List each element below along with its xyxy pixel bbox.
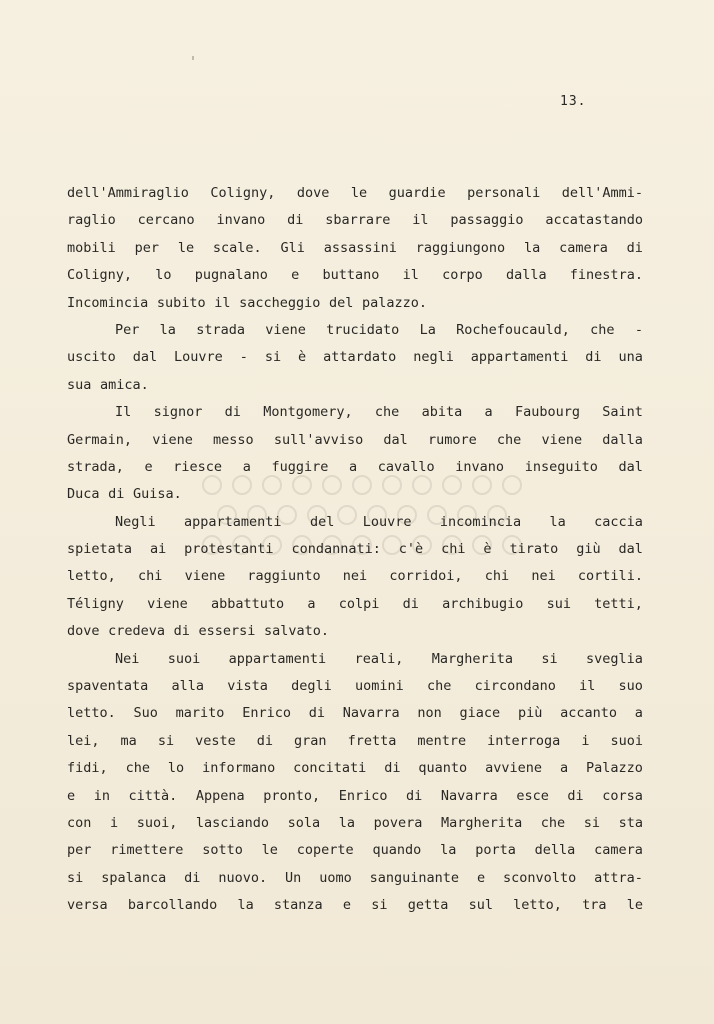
text-line: con i suoi, lasciando sola la povera Margherita che si sta (67, 814, 643, 831)
text-line: si spalanca di nuovo. Un uomo sanguinante e sconvolto attra- (67, 869, 643, 886)
text-line: Téligny viene abbattuto a colpi di archibugio sui tetti, (67, 595, 643, 612)
text-line: Coligny, lo pugnalano e buttano il corpo dalla finestra. (67, 267, 643, 284)
text-line: lei, ma si veste di gran fretta mentre interroga i suoi (67, 732, 643, 749)
text-line: e in città. Appena pronto, Enrico di Navarra esce di corsa (67, 787, 643, 804)
text-line: dove credeva di essersi salvato. (67, 623, 329, 640)
text-line: raglio cercano invano di sbarrare il passaggio accatastando (67, 212, 643, 229)
text-line: per rimettere sotto le coperte quando la porta della camera (67, 842, 643, 859)
text-line: Negli appartamenti del Louvre incomincia la caccia (115, 513, 643, 530)
text-line: sua amica. (67, 376, 149, 393)
text-line: letto, chi viene raggiunto nei corridoi, chi nei cortili. (67, 568, 643, 585)
text-line: letto. Suo marito Enrico di Navarra non giace più accanto a (67, 705, 643, 722)
text-line: versa barcollando la stanza e si getta sul letto, tra le (67, 897, 643, 914)
text-line: spaventata alla vista degli uomini che circondano il suo (67, 678, 643, 695)
text-line: strada, e riesce a fuggire a cavallo invano inseguito dal (67, 458, 643, 475)
page-number: 13. (560, 94, 587, 109)
text-line: Il signor di Montgomery, che abita a Faubourg Saint (115, 404, 643, 421)
text-line: Per la strada viene trucidato La Rochefoucauld, che - (115, 321, 643, 338)
text-line: Nei suoi appartamenti reali, Margherita si sveglia (115, 650, 643, 667)
text-line: uscito dal Louvre - si è attardato negli appartamenti di una (67, 349, 643, 366)
text-line: Germain, viene messo sull'avviso dal rumore che viene dalla (67, 431, 643, 448)
paper-speck (192, 56, 194, 60)
text-line: mobili per le scale. Gli assassini raggiungono la camera di (67, 239, 643, 256)
body-text (67, 180, 643, 920)
text-line: fidi, che lo informano concitati di quanto avviene a Palazzo (67, 760, 643, 777)
text-line: spietata ai protestanti condannati: c'è chi è tirato giù dal (67, 541, 643, 558)
text-line: Duca di Guisa. (67, 486, 182, 503)
text-line: Incomincia subito il saccheggio del palazzo. (67, 294, 427, 311)
text-line: dell'Ammiraglio Coligny, dove le guardie personali dell'Ammi- (67, 185, 643, 201)
